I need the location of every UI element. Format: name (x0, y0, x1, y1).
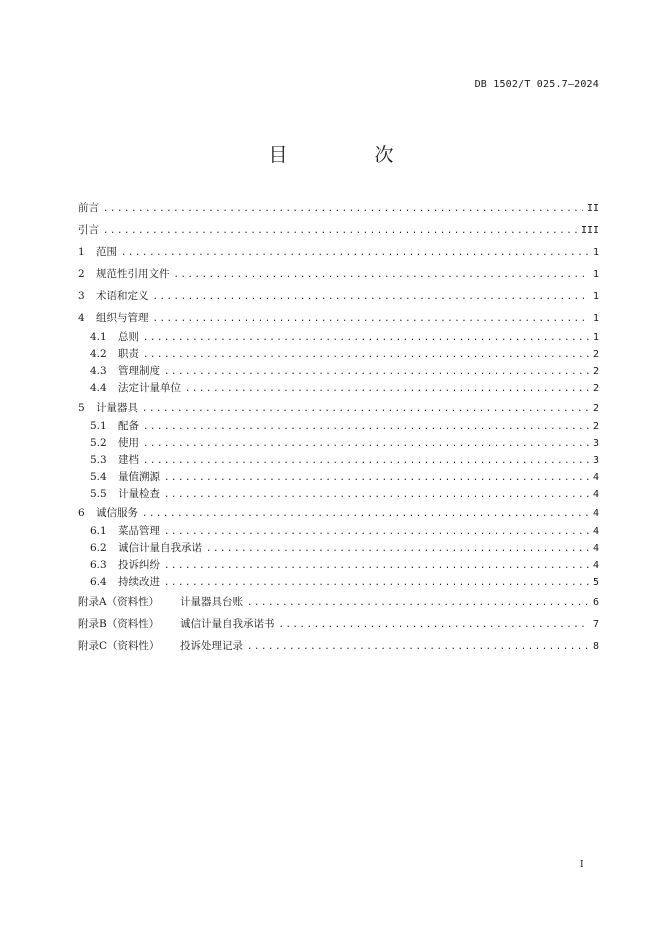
toc-dot-leader (142, 509, 589, 519)
toc-dot-leader (103, 226, 577, 236)
toc-entry-page: 1 (592, 313, 599, 324)
toc-dot-leader (143, 422, 589, 432)
toc-entry[interactable] (78, 574, 599, 590)
toc-dot-leader (164, 490, 589, 500)
toc-entry[interactable] (78, 244, 599, 260)
toc-entry-page: 1 (592, 247, 599, 258)
toc-dot-leader (143, 439, 589, 449)
toc-entry-label: 诚信计量自我承诺 (118, 542, 202, 554)
toc-entry-label: 法定计量单位 (118, 382, 181, 394)
toc-entry-label: 配备 (118, 420, 139, 432)
toc-entry-label: 投诉处理记录 (180, 640, 243, 652)
toc-entry-label: 持续改进 (118, 576, 160, 588)
toc-entry-number: 5.5 (90, 488, 107, 500)
toc-entry[interactable] (78, 418, 599, 434)
toc-dot-leader (164, 527, 589, 537)
toc-entry[interactable] (78, 594, 599, 610)
toc-entry[interactable] (78, 505, 599, 521)
toc-dot-leader (164, 578, 589, 588)
toc-entry-number: 附录B（资料性） (78, 618, 160, 630)
toc-entry-page: 2 (592, 403, 599, 414)
toc-dot-leader (121, 248, 589, 258)
toc-entry[interactable] (78, 523, 599, 539)
toc-entry-page: 4 (592, 560, 599, 571)
toc-entry-page: 8 (592, 641, 599, 652)
toc-entry-page: 1 (592, 269, 599, 280)
toc-entry-number: 5.2 (90, 437, 107, 449)
toc-entry-page: 2 (592, 366, 599, 377)
toc-entry-page: 4 (592, 472, 599, 483)
toc-entry-number: 4.4 (90, 382, 107, 394)
toc-entry-number: 6 (78, 507, 85, 519)
toc-entry-label: 诚信计量自我承诺书 (180, 618, 275, 630)
toc-entry-page: 5 (592, 577, 599, 588)
toc-entry-page: 4 (592, 543, 599, 554)
toc-entry-number: 4 (78, 312, 85, 324)
toc-entry[interactable] (78, 288, 599, 304)
toc-entry[interactable] (78, 452, 599, 468)
toc-dot-leader (103, 204, 583, 214)
toc-entry-number: 2 (78, 268, 85, 280)
toc-entry-number: 4.2 (90, 348, 107, 360)
toc-entry-label: 诚信服务 (96, 507, 138, 519)
toc-entry-page: 2 (592, 383, 599, 394)
toc-entry-number: 4.1 (90, 331, 107, 343)
toc-entry-label: 前言 (78, 202, 99, 214)
toc-entry-number: 附录C（资料性） (78, 640, 160, 652)
toc-dot-leader (247, 598, 589, 608)
toc-entry-number: 4.3 (90, 365, 107, 377)
toc-entry-label: 量值溯源 (118, 471, 160, 483)
toc-dot-leader (279, 620, 589, 630)
toc-entry-number: 5.3 (90, 454, 107, 466)
page-title: 目 次 (268, 144, 428, 166)
toc-entry[interactable] (78, 435, 599, 451)
toc-entry[interactable] (78, 616, 599, 632)
toc-entry[interactable] (78, 200, 599, 216)
page-number: I (580, 860, 584, 870)
toc-entry-number: 1 (78, 246, 85, 258)
toc-entry-page: 2 (592, 421, 599, 432)
toc-dot-leader (143, 333, 589, 343)
toc-entry-label: 规范性引用文件 (96, 268, 170, 280)
toc-entry-label: 计量器具 (96, 402, 138, 414)
toc-entry-page: III (580, 225, 599, 236)
toc-entry-page: 4 (592, 526, 599, 537)
toc-entry-label: 投诉纠纷 (118, 559, 160, 571)
toc-entry-number: 5.1 (90, 420, 107, 432)
toc-entry-label: 总则 (118, 331, 139, 343)
toc-entry-label: 范围 (96, 246, 117, 258)
toc-entry[interactable] (78, 380, 599, 396)
toc-entry-number: 6.4 (90, 576, 107, 588)
toc-entry[interactable] (78, 329, 599, 345)
toc-entry-page: 1 (592, 291, 599, 302)
toc-entry[interactable] (78, 266, 599, 282)
toc-entry[interactable] (78, 310, 599, 326)
toc-entry-label: 计量检查 (118, 488, 160, 500)
toc-entry-number: 6.1 (90, 525, 107, 537)
toc-dot-leader (164, 367, 589, 377)
toc-entry-page: 7 (592, 619, 599, 630)
toc-entry-number: 6.2 (90, 542, 107, 554)
toc-entry-page: 3 (592, 455, 599, 466)
toc-entry-label: 管理制度 (118, 365, 160, 377)
toc-entry-label: 术语和定义 (96, 290, 149, 302)
toc-entry[interactable] (78, 486, 599, 502)
toc-entry[interactable] (78, 400, 599, 416)
toc-entry-number: 5 (78, 402, 85, 414)
document-code: DB 1502/T 025.7—2024 (474, 79, 599, 90)
toc-entry-number: 5.4 (90, 471, 107, 483)
toc-dot-leader (164, 561, 589, 571)
toc-dot-leader (206, 544, 589, 554)
toc-dot-leader (174, 270, 589, 280)
toc-entry[interactable] (78, 469, 599, 485)
toc-dot-leader (143, 456, 589, 466)
toc-entry-label: 计量器具台账 (180, 596, 243, 608)
toc-entry-label: 使用 (118, 437, 139, 449)
toc-entry[interactable] (78, 557, 599, 573)
toc-entry-number: 3 (78, 290, 85, 302)
toc-entry-label: 职责 (118, 348, 139, 360)
toc-dot-leader (247, 642, 589, 652)
toc-entry-label: 组织与管理 (96, 312, 149, 324)
toc-entry[interactable] (78, 638, 599, 654)
toc-entry-page: 6 (592, 597, 599, 608)
toc-entry-page: 4 (592, 489, 599, 500)
toc-dot-leader (143, 350, 589, 360)
toc-entry-page: II (586, 203, 599, 214)
toc-dot-leader (185, 384, 589, 394)
toc-dot-leader (164, 473, 589, 483)
toc-entry-page: 3 (592, 438, 599, 449)
toc-entry[interactable] (78, 363, 599, 379)
toc-dot-leader (142, 404, 589, 414)
toc-entry-label: 引言 (78, 224, 99, 236)
toc-entry-number: 附录A（资料性） (78, 596, 160, 608)
toc-entry-number: 6.3 (90, 559, 107, 571)
toc-entry[interactable] (78, 222, 599, 238)
toc-entry[interactable] (78, 346, 599, 362)
toc-entry-label: 建档 (118, 454, 139, 466)
toc-dot-leader (153, 314, 589, 324)
toc-entry-label: 菜品管理 (118, 525, 160, 537)
toc-dot-leader (153, 292, 589, 302)
toc-entry[interactable] (78, 540, 599, 556)
toc-entry-page: 4 (592, 508, 599, 519)
toc-entry-page: 1 (592, 332, 599, 343)
toc-entry-page: 2 (592, 349, 599, 360)
